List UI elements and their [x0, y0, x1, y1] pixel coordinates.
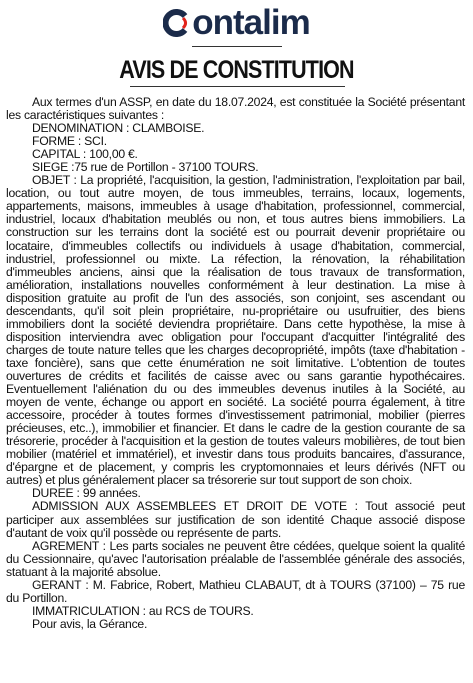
agrement-paragraph: AGREMENT : Les parts sociales ne peuvent être cédées, quelque soient la qualité du Cessionnaire, qu'avec l'autorisation préalable de l'assemblée générale des associés, statuant à la majorité absolue. [6, 538, 465, 579]
admission-paragraph: ADMISSION AUX ASSEMBLEES ET DROIT DE VOTE : Tout associé peut participer aux assemblées sur justification de son identité Chaque associé dispose d'autant de voix qu'il possède ou représente de parts. [6, 499, 465, 540]
gerant-paragraph: GERANT : M. Fabrice, Robert, Mathieu CLABAUT, dt à TOURS (37100) – 75 rue du Portillon. [6, 577, 465, 605]
duree-line: DUREE : 99 années. [32, 486, 141, 501]
title-rule-bottom [130, 86, 345, 87]
logo-text: ontalim [192, 3, 310, 42]
denomination-line: DENOMINATION : CLAMBOISE. [32, 121, 205, 136]
notice-body [6, 96, 465, 631]
objet-paragraph: OBJET : La propriété, l'acquisition, la gestion, l'administration, l'exploitation par bail, location, ou tout autre moyen, de tous immeubles, terrains, locaux, logements, appartements, maisons, immeubles à usage d'habitation, professionnel, commercial, industriel, locaux d'habitation meublés ou non, et tous autres biens immobiliers. La construction sur les terrains dont la société est ou pourrait devenir propriétaire ou locataire, d'immeubles collectifs ou individuels à usage d'habitation, commercial, industriel, professionnel ou mixte. La réfection, la rénovation, la réhabilitation d'immeubles anciens, ainsi que la réalisation de tous travaux de transformation, amélioration, installations nouvelles conformément à leur destination. La mise à disposition gratuite au profit de l'un des associés, son conjoint, ses ascendant ou descendants, qu'il soit plein propriétaire, nu-propriétaire ou usufruitier, des biens immobiliers dont la société deviendra propriétaire. Dans cette hypothèse, la mise à disposition interviendra avec obligation pour l'occupant d'acquitter l'intégralité des charges de toute nature telles que les charges decopropriété, impôts (taxe d'habitation - taxe foncière), sans que cette énumération ne soit limitative. L'obtention de toutes ouvertures de crédits et facilités de caisse avec ou sans garantie hypothécaires. Eventuellement l'aliénation du ou des immeubles devenus inutiles à la Société, au moyen de vente, échange ou apport en société. La société pourra également, à titre accessoire, procéder à toutes formes d'investissement patrimonial, mobilier (pierres précieuses, etc..), immobilier et financier. Et dans le cadre de la gestion courante de sa trésorerie, procéder à l'acquisition et la gestion de toutes valeurs mobilières, de tout bien mobilier (matériel et immatériel), et investir dans tous produits bancaires, d'assurance, d'épargne et de placement, y compris les cryptomonnaies et leurs dérivés (NFT ou autres) et plus généralement placer sa trésorerie sur tout support de son choix. [6, 173, 465, 488]
title-rule-top [192, 46, 282, 47]
forme-line: FORME : SCI. [32, 134, 107, 149]
publication-logo [0, 3, 473, 42]
immatriculation-line: IMMATRICULATION : au RCS de TOURS. [32, 603, 254, 618]
c-swoosh-logo-icon [163, 9, 191, 37]
closing-line: Pour avis, la Gérance. [32, 616, 148, 631]
page-title: AVIS DE CONSTITUTION [119, 56, 354, 84]
siege-line: SIEGE :75 rue de Portillon - 37100 TOURS. [32, 160, 259, 175]
intro-paragraph: Aux termes d'un ASSP, en date du 18.07.2024, est constituée la Société présentant les caractéristiques suivantes : [6, 95, 465, 123]
capital-line: CAPITAL : 100,00 €. [32, 147, 138, 162]
